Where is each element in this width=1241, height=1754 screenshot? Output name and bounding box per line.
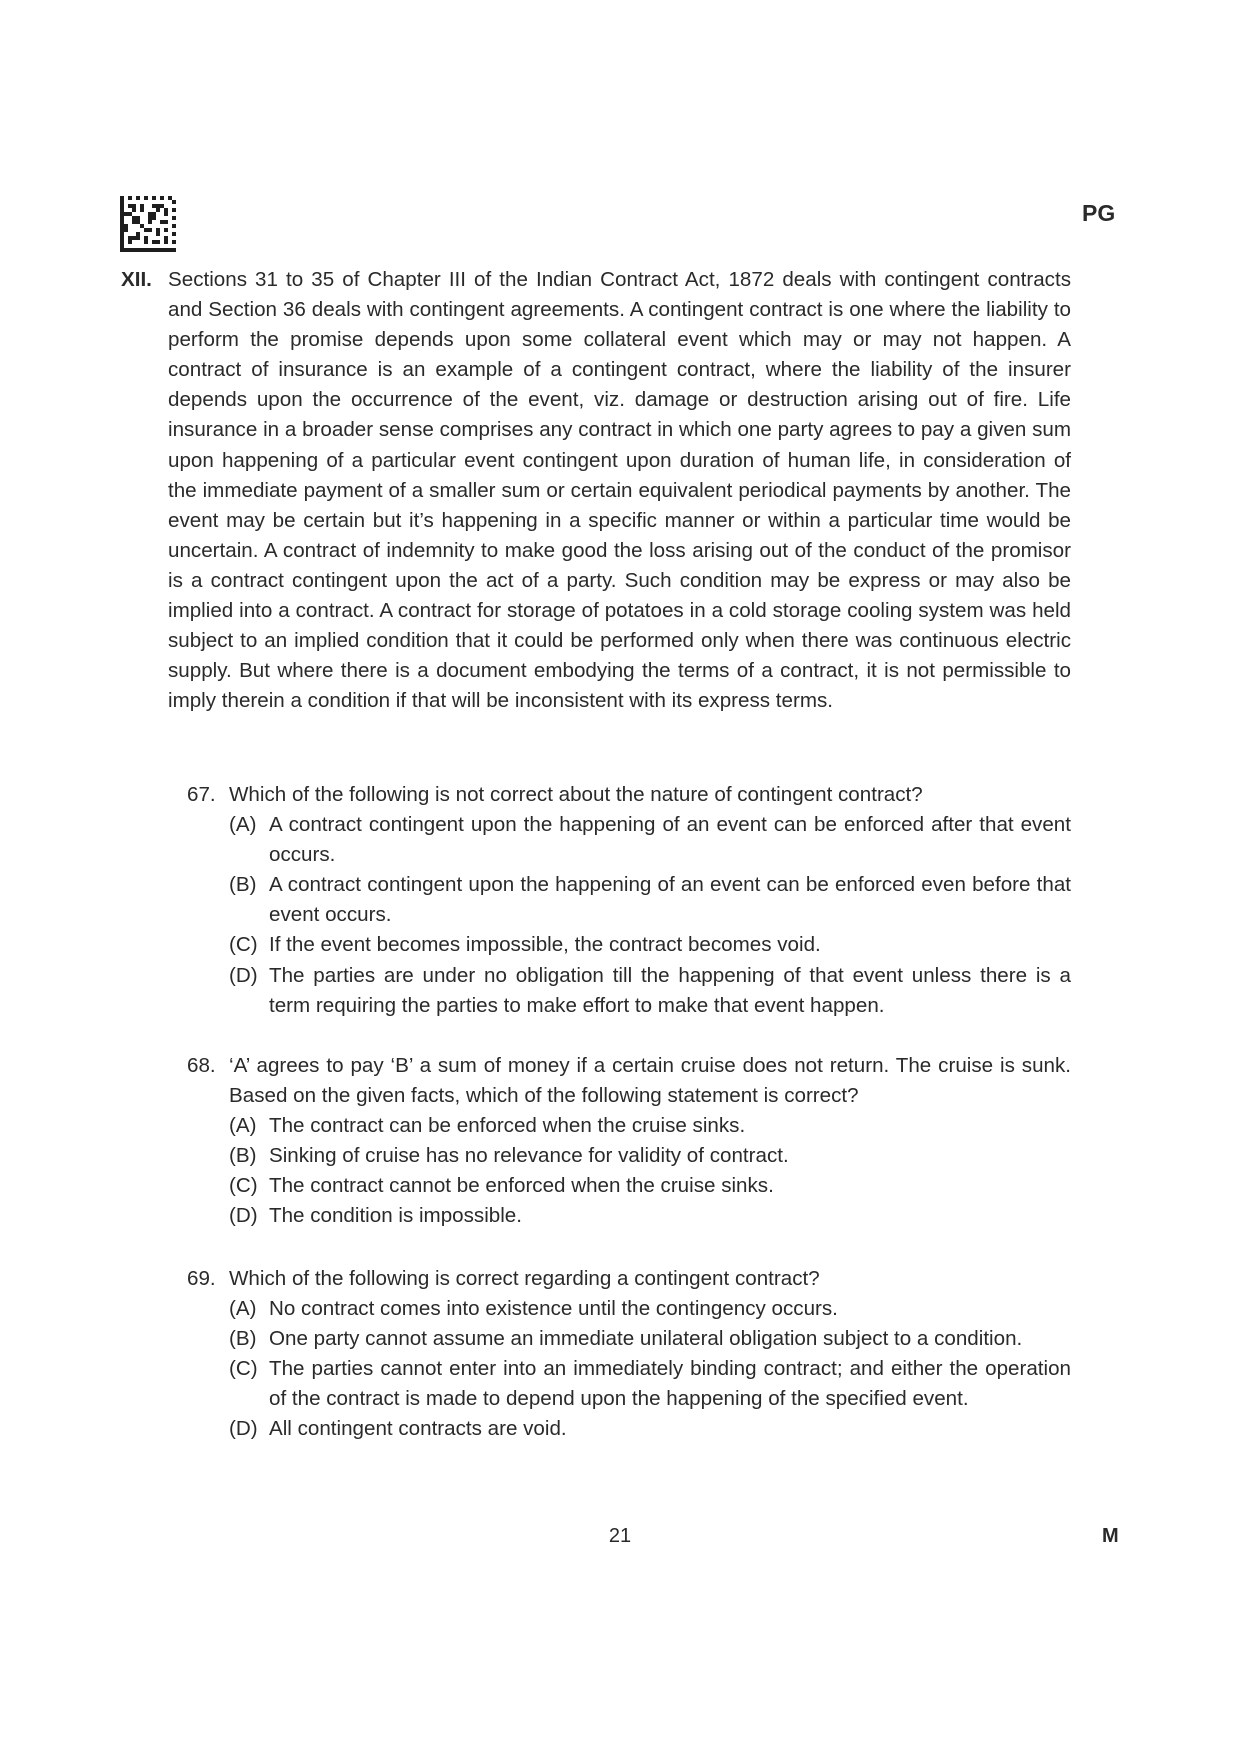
option-text: The contract can be enforced when the cruise sinks. bbox=[269, 1114, 746, 1138]
option-d bbox=[229, 1414, 1071, 1444]
option-text: The condition is impossible. bbox=[269, 1204, 522, 1228]
qr-code-icon bbox=[120, 196, 176, 252]
option-a bbox=[229, 1294, 1071, 1324]
option-letter: (D) bbox=[229, 1417, 258, 1441]
option-text: A contract contingent upon the happening of an event can be enforced after that event occurs. bbox=[269, 813, 1071, 867]
booklet-code: PG bbox=[1082, 200, 1116, 226]
question-number: 67. bbox=[187, 783, 216, 806]
option-b bbox=[229, 1141, 1071, 1171]
passage-number: XII. bbox=[121, 268, 152, 291]
option-b bbox=[229, 870, 1071, 930]
page-number: 21 bbox=[608, 1525, 632, 1547]
question-67 bbox=[187, 780, 1071, 1021]
options-list bbox=[229, 1111, 1071, 1231]
option-text: The parties are under no obligation till the happening of that event unless there is a term requiring the parties to make effort to make that event happen. bbox=[269, 963, 1071, 1017]
option-c bbox=[229, 930, 1071, 960]
option-text: The parties cannot enter into an immediately binding contract; and either the operation of the contract is made to depend upon the happening of the specified event. bbox=[269, 1357, 1071, 1411]
option-text: No contract comes into existence until the contingency occurs. bbox=[269, 1297, 838, 1321]
option-text: All contingent contracts are void. bbox=[269, 1417, 567, 1441]
option-letter: (D) bbox=[229, 963, 258, 987]
option-letter: (A) bbox=[229, 813, 257, 837]
option-text: A contract contingent upon the happening of an event can be enforced even before that event occurs. bbox=[269, 873, 1071, 927]
option-text: Sinking of cruise has no relevance for validity of contract. bbox=[269, 1144, 789, 1168]
passage bbox=[121, 265, 1071, 716]
option-d bbox=[229, 961, 1071, 1021]
option-letter: (A) bbox=[229, 1297, 257, 1321]
option-text: One party cannot assume an immediate unilateral obligation subject to a condition. bbox=[269, 1327, 1023, 1351]
option-b bbox=[229, 1324, 1071, 1354]
options-list bbox=[229, 810, 1071, 1021]
option-letter: (D) bbox=[229, 1204, 258, 1228]
option-letter: (B) bbox=[229, 1327, 257, 1351]
option-a bbox=[229, 810, 1071, 870]
option-d bbox=[229, 1201, 1071, 1231]
option-letter: (A) bbox=[229, 1114, 257, 1138]
option-letter: (C) bbox=[229, 933, 258, 957]
question-number: 69. bbox=[187, 1267, 216, 1290]
option-letter: (B) bbox=[229, 873, 257, 897]
option-a bbox=[229, 1111, 1071, 1141]
option-letter: (C) bbox=[229, 1174, 258, 1198]
question-stem: Which of the following is not correct about the nature of contingent contract? bbox=[229, 783, 923, 806]
option-text: If the event becomes impossible, the contract becomes void. bbox=[269, 933, 821, 957]
question-69 bbox=[187, 1264, 1071, 1445]
option-text: The contract cannot be enforced when the cruise sinks. bbox=[269, 1174, 774, 1198]
option-c bbox=[229, 1171, 1071, 1201]
options-list bbox=[229, 1294, 1071, 1444]
series-code: M bbox=[1102, 1525, 1119, 1547]
question-stem: Which of the following is correct regarding a contingent contract? bbox=[229, 1267, 820, 1290]
option-letter: (C) bbox=[229, 1357, 258, 1381]
option-letter: (B) bbox=[229, 1144, 257, 1168]
question-68 bbox=[187, 1051, 1071, 1232]
question-number: 68. bbox=[187, 1054, 216, 1077]
question-stem: ‘A’ agrees to pay ‘B’ a sum of money if a certain cruise does not return. The cruise is sunk. Based on the given facts, which of the following statement is correct? bbox=[229, 1054, 1071, 1108]
option-c bbox=[229, 1354, 1071, 1414]
passage-text: Sections 31 to 35 of Chapter III of the Indian Contract Act, 1872 deals with contingent contracts and Section 36 deals with contingent agreements. A contingent contract is one where the liability to perform the promise depends upon some collateral event which may or may not happen. A contract of insurance is an example of a contingent contract, where the liability of the insurer depends upon the occurrence of the event, viz. damage or destruction arising out of fire. Life insurance in a broader sense comprises any contract in which one party agrees to pay a given sum upon happening of a particular event contingent upon duration of human life, in consideration of the immediate payment of a smaller sum or certain equivalent periodical payments by another. The event may be certain but it’s happening in a specific manner or within a particular time would be uncertain. A contract of indemnity to make good the loss arising out of the conduct of the promisor is a contract contingent upon the act of a party. Such condition may be express or may also be implied into a contract. A contract for storage of potatoes in a cold storage cooling system was held subject to an implied condition that it could be performed only when there was continuous electric supply. But where there is a document embodying the terms of a contract, it is not permissible to imply therein a condition if that will be inconsistent with its express terms. bbox=[168, 268, 1071, 713]
